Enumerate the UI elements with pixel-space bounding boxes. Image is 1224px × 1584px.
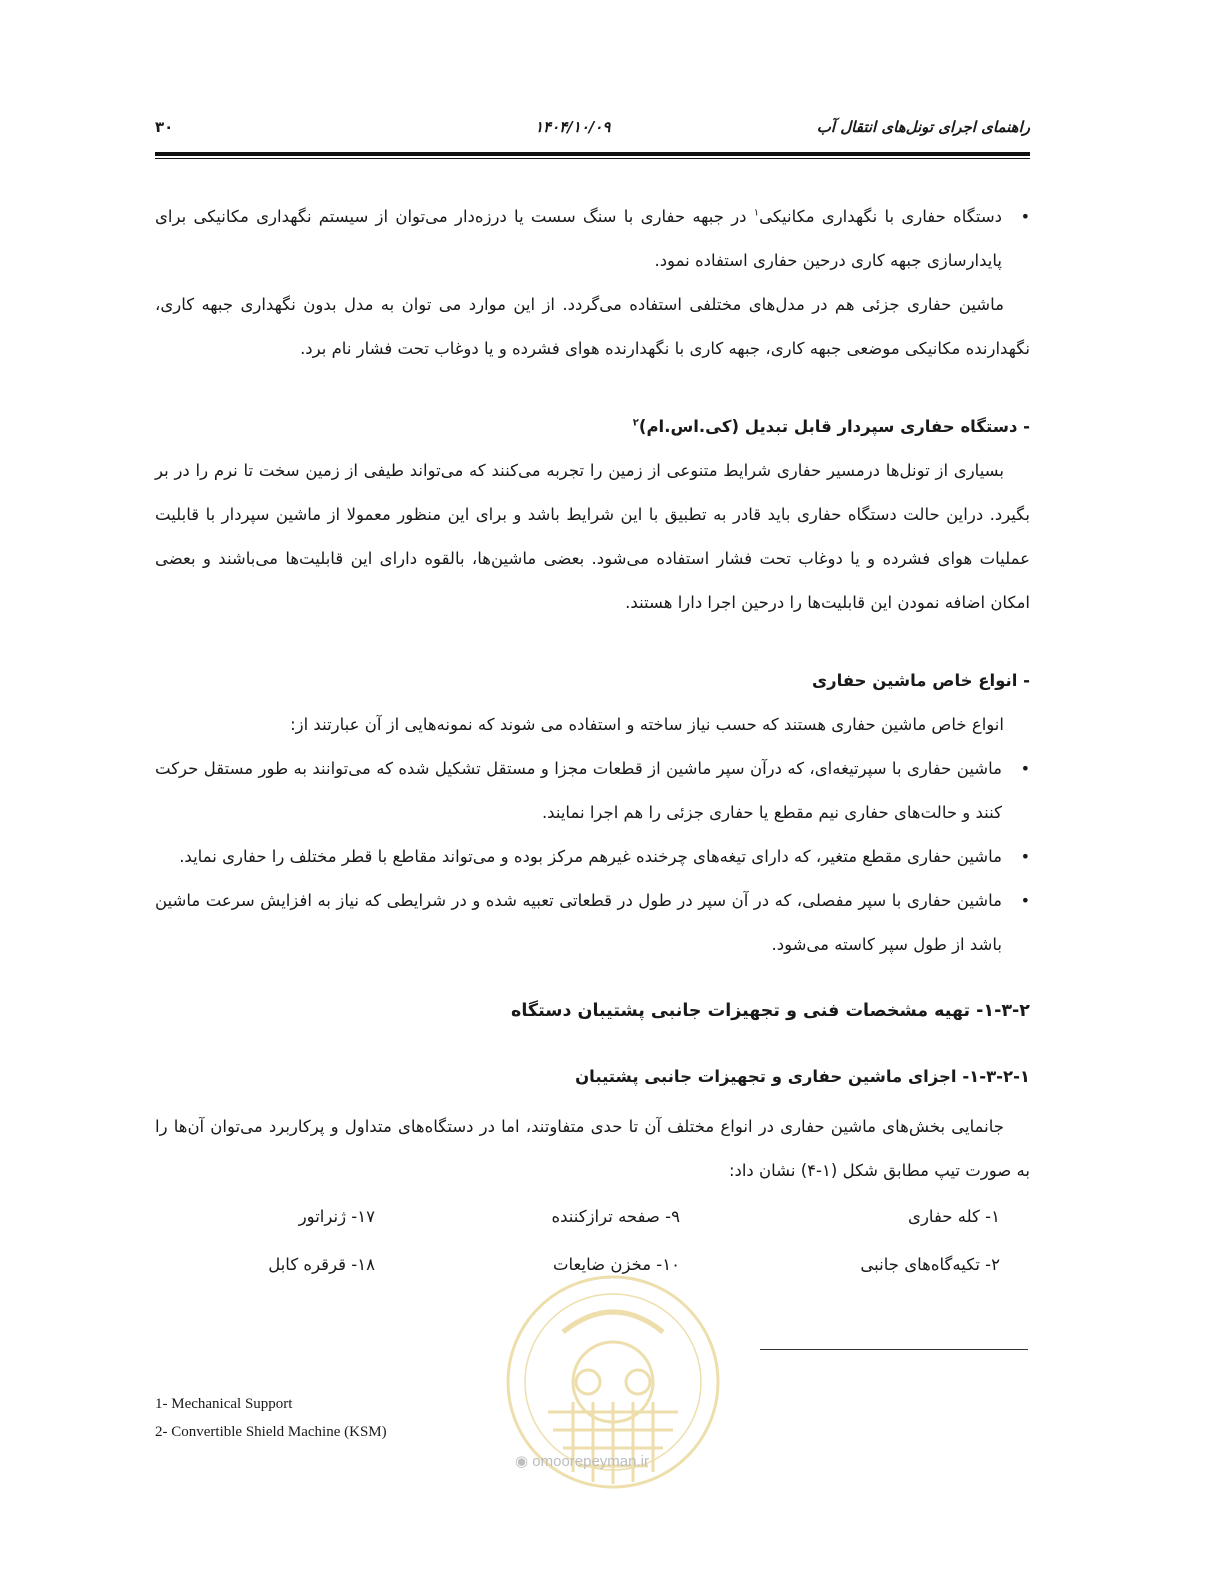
watermark-site: ◉ omoorepeyman.ir (515, 1453, 649, 1470)
parts-column-1 (700, 1193, 1030, 1289)
header-rule-thin (155, 158, 1030, 159)
paragraph: ماشین حفاری جزئی هم در مدل‌های مختلفی استفاده می‌گردد. از این موارد می توان به مدل بدون نگهداری جبهه کاری، نگهدارنده مکانیکی موضعی جبهه کاری، جبهه کاری با نگهدارنده هوای فشرده و یا دوغاب تحت فشار نام برد. (155, 295, 1030, 358)
list-item: ۱- کله حفاری (908, 1207, 1000, 1226)
footnote: 2- Convertible Shield Machine (KSM) (155, 1424, 387, 1440)
list-item: ۱۷- ژنراتور (298, 1207, 375, 1226)
heading: - انواع خاص ماشین حفاری (811, 671, 1030, 690)
page-header (155, 118, 1030, 148)
spacer (155, 967, 1030, 989)
footnote: 1- Mechanical Support (155, 1396, 293, 1412)
bullet-text: دستگاه حفاری با نگهداری مکانیکی (759, 207, 1002, 226)
paragraph: بسیاری از تونل‌ها درمسیر حفاری شرایط متنوعی از زمین را تجربه می‌کنند که می‌تواند طیفی از زمین سخت تا نرم را در بر بگیرد. دراین حالت دستگاه حفاری باید قادر به تطبیق با این شرایط باشد و برای این منظور معمولا از ماشین سپردار با قابلیت عملیات هوای فشرده و یا دوغاب تحت فشار استفاده می‌شود. بعضی ماشین‌ها، بالقوه دارای این قابلیت‌ها می‌باشند و بعضی امکان اضافه نمودن این قابلیت‌ها را درحین اجرا دارا هستند. (155, 461, 1030, 612)
list-item: ۲- تکیه‌گاه‌های جانبی (860, 1255, 1000, 1274)
list-item: ۹- صفحه ترازکننده (551, 1207, 680, 1226)
page-number: ۳۰ (155, 118, 174, 136)
paragraph: جانمایی بخش‌های ماشین حفاری در انواع مختلف آن تا حدی متفاوتند، اما در دستگاه‌های متداول و پرکاربرد می‌توان آن‌ها را به صورت تیپ مطابق شکل (۱-۴) نشان داد: (155, 1117, 1030, 1180)
spacer (155, 1033, 1030, 1055)
footnote-ref: ۱ (753, 207, 760, 219)
watermark-site-text: omoorepeyman.ir (532, 1453, 649, 1470)
section-heading: ۱-۳-۲- تهیه مشخصات فنی و تجهیزات جانبی پشتیبان دستگاه (511, 1001, 1030, 1021)
heading-text: - دستگاه حفاری سپردار قابل تبدیل (کی.اس.ام) (638, 417, 1030, 436)
header-date: ۱۴۰۴/۱۰/۰۹ (535, 118, 611, 136)
list-item: ۱۸- قرقره کابل (268, 1255, 375, 1274)
parts-column-3 (155, 1193, 375, 1289)
spacer (155, 371, 1030, 385)
header-title: راهنمای اجرای تونل‌های انتقال آب (816, 118, 1030, 136)
bullet-list (155, 747, 1030, 967)
body-text (155, 195, 1030, 1289)
list-item (155, 195, 1002, 283)
bullet-list-top (155, 195, 1030, 283)
footnote-ref: ۲ (632, 417, 639, 429)
header-rule (155, 152, 1030, 156)
heading (155, 405, 1030, 449)
bullet-text-rest: در جبهه حفاری با سنگ سست یا درزه‌دار می‌توان از سیستم نگهداری مکانیکی برای پایدارسازی جبهه کاری درحین حفاری استفاده نمود. (155, 207, 1002, 270)
footnote-rule (760, 1349, 1028, 1350)
list-item: ۱۰- مخزن ضایعات (552, 1255, 680, 1274)
spacer (155, 625, 1030, 639)
list-item: • ماشین حفاری با سپر مفصلی، که در آن سپر در طول در قطعاتی تعبیه شده و در شرایطی که نیاز به افزایش سرعت ماشین باشد از طول سپر کاسته می‌شود. (155, 879, 1002, 967)
list-item: • ماشین حفاری با سپرتیغه‌ای، که درآن سپر ماشین از قطعات مجزا و مستقل تشکیل شده که می‌توانند به طور مستقل حرکت کنند و حالت‌های حفاری نیم مقطع یا حفاری جزئی را هم اجرا نمایند. (155, 747, 1002, 835)
list-item: • ماشین حفاری مقطع متغیر، که دارای تیغه‌های چرخنده غیرهم مرکز بوده و می‌تواند مقاطع با قطر مختلف را حفاری نماید. (155, 835, 1002, 879)
subsection-heading: ۱-۳-۲-۱- اجزای ماشین حفاری و تجهیزات جانبی پشتیبان (575, 1067, 1030, 1086)
paragraph: انواع خاص ماشین حفاری هستند که حسب نیاز ساخته و استفاده می شوند که نمونه‌هایی از آن عبارتند از: (290, 715, 1004, 734)
